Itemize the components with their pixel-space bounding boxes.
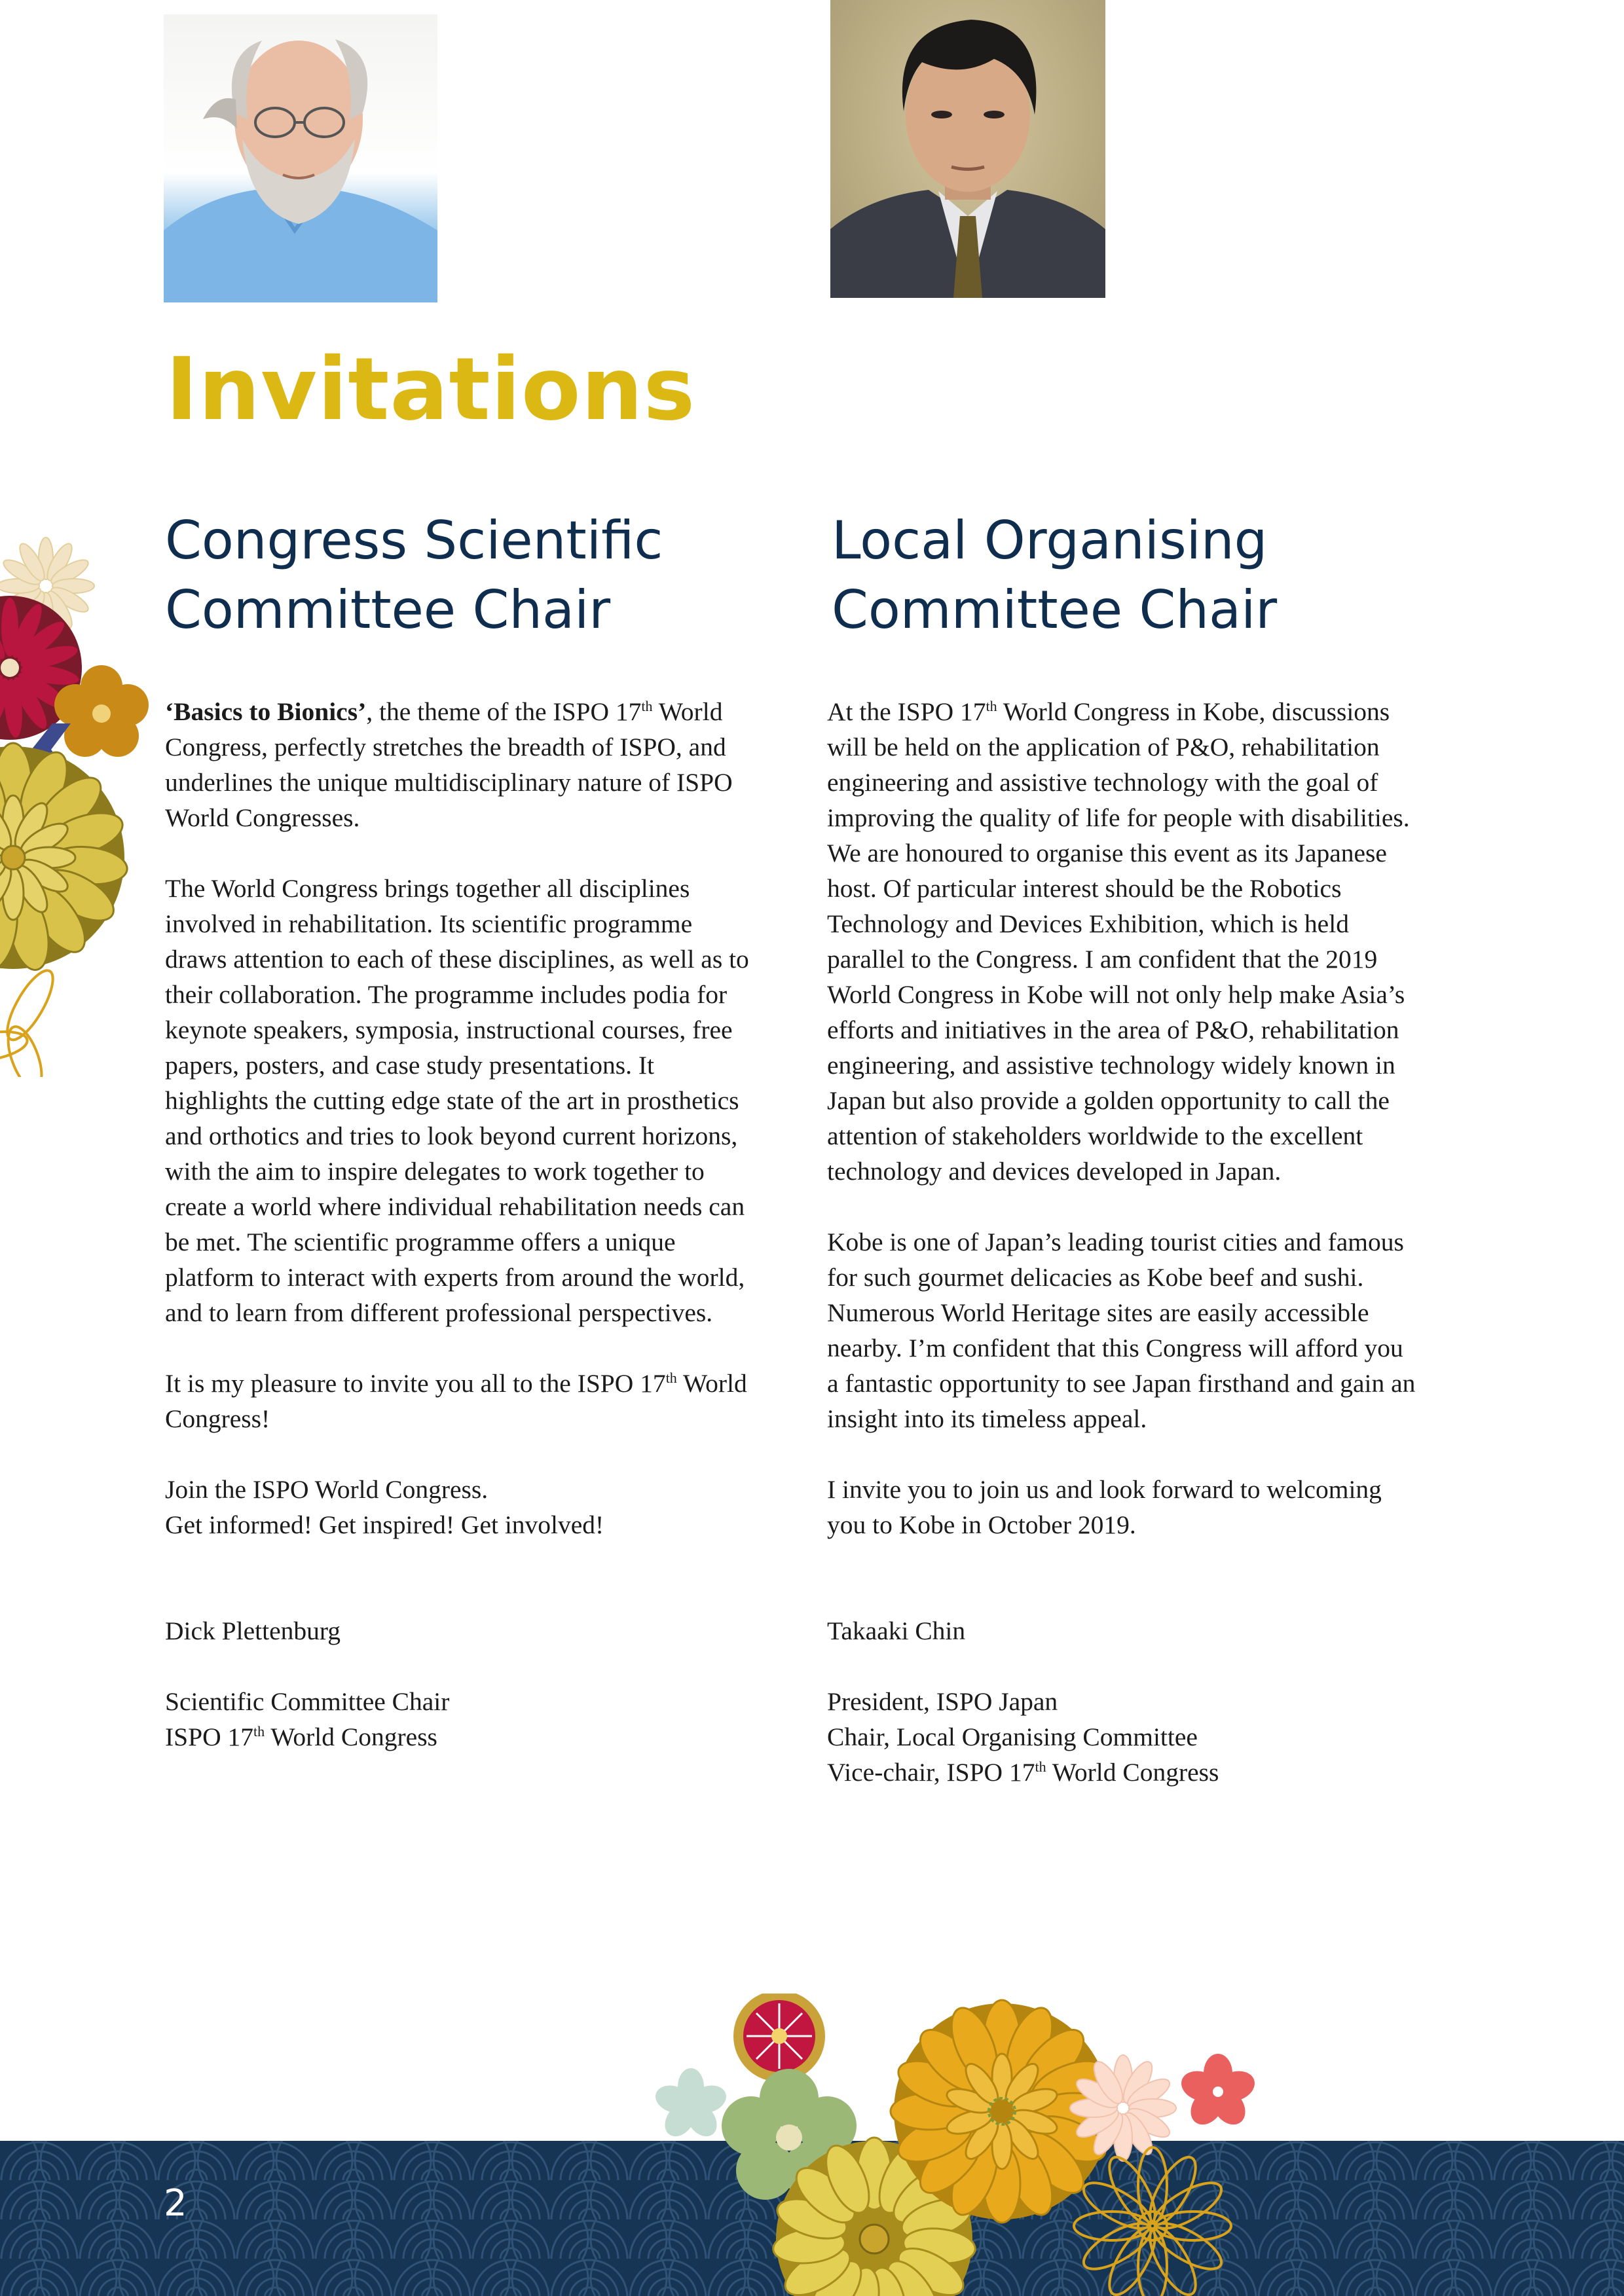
floral-decoration-bottom	[648, 1994, 1264, 2296]
text-run: World Congress, perfectly stretches the breadth of ISPO, and underlines the unique multidisciplinary nature of ISPO World Congresses.	[165, 697, 733, 832]
page-number: 2	[164, 2182, 187, 2225]
text-run: , the theme of the ISPO 17	[366, 697, 642, 726]
superscript: th	[1035, 1758, 1046, 1775]
scientific-chair-letter	[165, 694, 754, 1755]
paragraph	[165, 694, 754, 835]
portrait-illustration	[164, 14, 437, 302]
heading-line: Committee Chair	[165, 579, 611, 640]
superscript: th	[253, 1723, 265, 1740]
text-run: World Congress	[1046, 1758, 1219, 1787]
heading-line: Local Organising	[832, 510, 1268, 571]
text-line: Join the ISPO World Congress.	[165, 1475, 489, 1504]
portrait-illustration	[830, 0, 1105, 298]
paragraph: I invite you to join us and look forward to welcoming you to Kobe in October 2019.	[827, 1475, 1382, 1539]
portrait-photo-local-chair	[830, 0, 1105, 298]
theme-title: ‘Basics to Bionics’	[165, 697, 367, 726]
signature-name: Takaaki Chin	[827, 1616, 966, 1645]
text-run: World Congress!	[165, 1369, 747, 1433]
text-run: World Congress	[265, 1722, 437, 1751]
portrait-photo-scientific-chair	[164, 14, 437, 302]
floral-decoration-left	[0, 534, 164, 1077]
page-title: Invitations	[166, 339, 696, 440]
signature-role	[827, 1684, 1416, 1790]
paragraph	[827, 694, 1416, 1189]
text-run: Vice-chair, ISPO 17	[827, 1758, 1035, 1787]
text-line: Scientific Committee Chair	[165, 1687, 450, 1716]
heading-line: Congress Scientific	[165, 510, 663, 571]
signature-name: Dick Plettenburg	[165, 1616, 341, 1645]
superscript: th	[986, 698, 997, 714]
superscript: th	[641, 698, 653, 714]
text-line: Chair, Local Organising Committee	[827, 1722, 1198, 1751]
text-line: President, ISPO Japan	[827, 1687, 1058, 1716]
text-run: World Congress in Kobe, discussions will be held on the application of P&O, rehabilitation engineering and assistive technology with the goal of improving the quality of life for people with disabilities. We are honoured to organise this event as its Japanese host. Of particular interest should be the Robotics Technology and Devices Exhibition, which is held parallel to the Congress. I am confident that the 2019 World Congress in Kobe will not only help make Asia’s efforts and initiatives in the area of P&O, rehabilitation engineering, and assistive technology widely known in Japan but also provide a golden opportunity to call the attention of stakeholders worldwide to the excellent technology and devices developed in Japan.	[827, 697, 1410, 1186]
signature-role	[165, 1684, 754, 1755]
paragraph: The World Congress brings together all disciplines involved in rehabilitation. Its scientific programme draws attention to each of these disciplines, as well as to their collaboration. The programme includes podia for keynote speakers, symposia, instructional courses, free papers, posters, and case study presentations. It highlights the cutting edge state of the art in prosthetics and orthotics and tries to look beyond current horizons, with the aim to inspire delegates to work together to create a world where individual rehabilitation needs can be met. The scientific programme offers a unique platform to interact with experts from around the world, and to learn from different professional perspectives.	[165, 874, 749, 1327]
paragraph	[165, 1366, 754, 1436]
text-line: Get informed! Get inspired! Get involved!	[165, 1510, 604, 1539]
text-run: At the ISPO 17	[827, 697, 986, 726]
section-heading-local-chair	[832, 506, 1421, 645]
text-run: It is my pleasure to invite you all to the ISPO 17	[165, 1369, 666, 1398]
local-chair-letter	[827, 694, 1416, 1790]
superscript: th	[665, 1370, 677, 1386]
paragraph	[165, 1472, 754, 1542]
text-run: ISPO 17	[165, 1722, 253, 1751]
heading-line: Committee Chair	[832, 579, 1278, 640]
paragraph: Kobe is one of Japan’s leading tourist cities and famous for such gourmet delicacies as Kobe beef and sushi. Numerous World Heritage sites are easily accessible nearby. I’m confident that this Congress will afford you a fantastic opportunity to see Japan firsthand and gain an insight into its timeless appeal.	[827, 1228, 1416, 1433]
section-heading-scientific-chair	[165, 506, 754, 645]
